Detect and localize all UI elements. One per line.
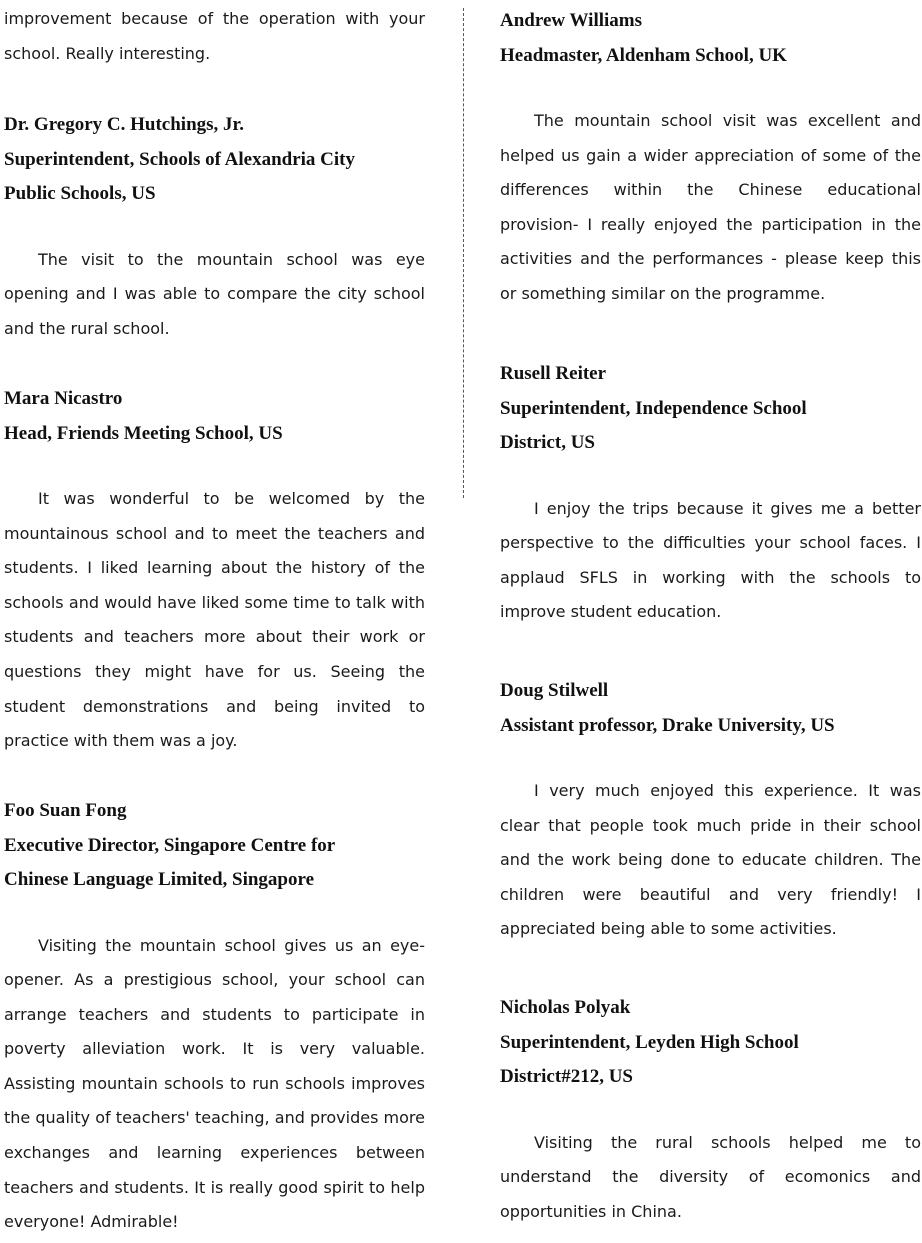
testimonial-doug-stilwell — [500, 674, 921, 947]
author-title: Superintendent, Independence School — [500, 397, 807, 419]
author-name: Dr. Gregory C. Hutchings, Jr. — [4, 114, 244, 135]
author-name: Doug Stilwell — [500, 680, 609, 701]
intro-text: improvement because of the operation with your school. Really interesting. — [4, 9, 425, 63]
author-title: Superintendent, Leyden High School — [500, 1031, 799, 1053]
author-title: District#212, US — [500, 1066, 633, 1087]
author-name: Andrew Williams — [500, 10, 642, 31]
author-title: Executive Director, Singapore Centre for — [4, 834, 336, 856]
testimonial-andrew-williams — [500, 4, 921, 312]
testimonial-quote: It was wonderful to be welcomed by the mountainous school and to meet the teachers and students. I liked learning about the history of the schools and would have liked some time to talk with students and teachers more about their work or questions they might have for us. Seeing the student demonstrations and being invited to practice with them was a joy. — [4, 489, 425, 751]
author-title: Assistant professor, Drake University, US — [500, 714, 835, 736]
author-name: Mara Nicastro — [4, 388, 123, 409]
testimonial-foo-suan-fong — [4, 794, 425, 1240]
testimonial-quote: I very much enjoyed this experience. It was clear that people took much pride in their school and the work being done to educate children. The children were beautiful and very friendly! I appreciated being able to some activities. — [500, 781, 921, 939]
author-title: Chinese Language Limited, Singapore — [4, 869, 315, 890]
testimonial-quote: The mountain school visit was excellent and helped us gain a wider appreciation of some of the differences within the Chinese educational provision- I really enjoyed the participation in the activities and the performances - please keep this or something similar on the programme. — [500, 111, 921, 303]
testimonial-mara-nicastro — [4, 382, 425, 759]
author-name: Foo Suan Fong — [4, 800, 127, 821]
author-title: Headmaster, Aldenham School, UK — [500, 44, 787, 66]
testimonial-nicholas-polyak — [500, 991, 921, 1229]
testimonial-quote: Visiting the mountain school gives us an eye-opener. As a prestigious school, your school can arrange teachers and students to participate in poverty alleviation work. It is very valuable. Assisting mountain schools to run schools improves the quality of teachers' teaching, and provides more exchanges and learning experiences between teachers and students. It is really good spirit to help everyone! Admirable! — [4, 935, 425, 1232]
testimonial-gregory-hutchings — [4, 108, 425, 346]
author-title: Superintendent, Schools of Alexandria City — [4, 148, 356, 170]
testimonial-quote: The visit to the mountain school was eye opening and I was able to compare the city school and the rural school. — [4, 249, 425, 338]
intro-block — [4, 2, 425, 71]
testimonial-rusell-reiter — [500, 357, 921, 630]
author-title: Public Schools, US — [4, 183, 156, 204]
testimonial-quote: I enjoy the trips because it gives me a better perspective to the difficulties your school faces. I applaud SFLS in working with the schools to improve student education. — [500, 498, 921, 622]
author-name: Rusell Reiter — [500, 363, 607, 384]
author-title: District, US — [500, 432, 595, 453]
column-divider — [463, 8, 464, 498]
author-name: Nicholas Polyak — [500, 997, 631, 1018]
testimonial-quote: Visiting the rural schools helped me to understand the diversity of ecomonics and opportunities in China. — [500, 1132, 921, 1221]
author-title: Head, Friends Meeting School, US — [4, 422, 283, 444]
